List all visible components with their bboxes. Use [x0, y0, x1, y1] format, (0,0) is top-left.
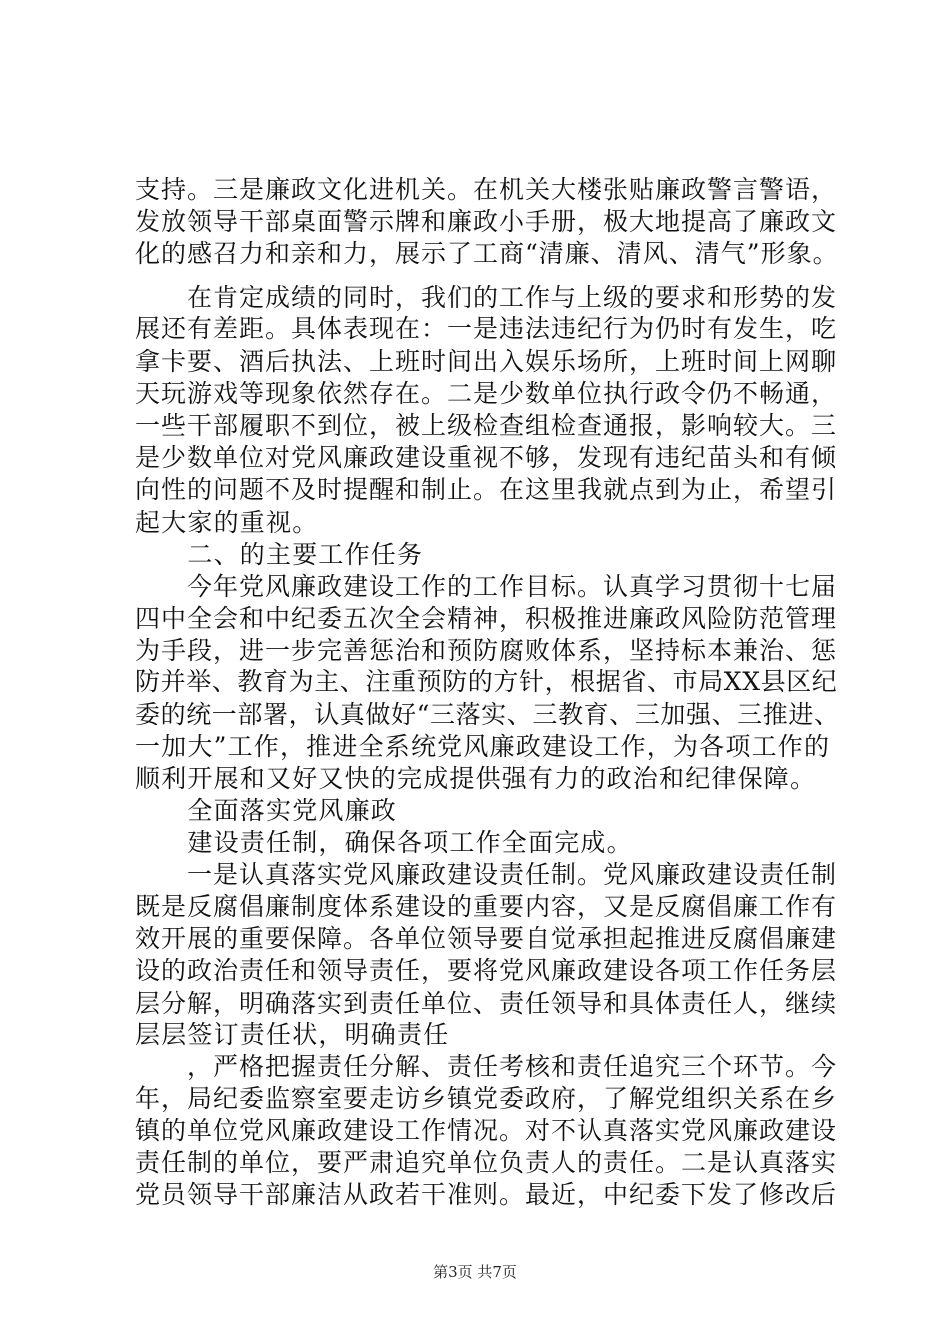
text-line: 一加大”工作，推进全系统党风廉政建设工作，为各项工作的	[135, 732, 831, 761]
text-line: 拿卡要、酒后执法、上班时间出入娱乐场所，上班时间上网聊	[135, 347, 838, 376]
page-footer: 第3页 共7页	[433, 1263, 517, 1281]
text-line: 今年党风廉政建设工作的工作目标。认真学习贯彻十七届	[135, 572, 838, 601]
text-line: 向性的问题不及时提醒和制止。在这里我就点到为止，希望引	[135, 475, 838, 504]
text-line: 党员领导干部廉洁从政若干准则。最近，中纪委下发了修改后	[135, 1180, 838, 1209]
text-line: 展还有差距。具体表现在：一是违法违纪行为仍时有发生，吃	[135, 314, 838, 343]
text-line: 一是认真落实党风廉政建设责任制。党风廉政建设责任制	[135, 860, 838, 889]
text-line: 层分解，明确落实到责任单位、责任领导和具体责任人，继续	[135, 989, 838, 1018]
text-line: 天玩游戏等现象依然存在。二是少数单位执行政令仍不畅通，	[135, 379, 838, 408]
text-line: 镇的单位党风廉政建设工作情况。对不认真落实党风廉政建设	[135, 1116, 838, 1145]
text-line: 一些干部履职不到位，被上级检查组检查通报，影响较大。三	[135, 411, 838, 440]
text-line: 四中全会和中纪委五次全会精神，积极推进廉政风险防范管理	[135, 604, 838, 633]
text-line: 顺利开展和又好又快的完成提供强有力的政治和纪律保障。	[135, 764, 817, 793]
text-line: 为手段，进一步完善惩治和预防腐败体系，坚持标本兼治、惩	[135, 636, 838, 665]
text-line: 委的统一部署，认真做好“三落实、三教育、三加强、三推进、	[135, 700, 840, 729]
text-line: 是少数单位对党风廉政建设重视不够，发现有违纪苗头和有倾	[135, 443, 838, 472]
text-line: 建设责任制，确保各项工作全面完成。	[135, 828, 633, 857]
text-line: 化的感召力和亲和力，展示了工商“清廉、清风、清气”形象。	[135, 239, 839, 268]
text-line: 层层签订责任状，明确责任	[135, 1020, 450, 1049]
text-line: 设的政治责任和领导责任，要将党风廉政建设各项工作任务层	[135, 956, 838, 985]
text-line: 支持。三是廉政文化进机关。在机关大楼张贴廉政警言警语，	[135, 175, 838, 204]
text-line: 效开展的重要保障。各单位领导要自觉承担起推进反腐倡廉建	[135, 924, 838, 953]
section-heading: 二、的主要工作任务	[135, 540, 424, 569]
text-line: 责任制的单位，要严肃追究单位负责人的责任。二是认真落实	[135, 1148, 838, 1177]
text-line: 年，局纪委监察室要走访乡镇党委政府，了解党组织关系在乡	[135, 1084, 838, 1113]
text-line: 在肯定成绩的同时，我们的工作与上级的要求和形势的发	[135, 283, 838, 312]
text-line: 起大家的重视。	[135, 508, 319, 537]
text-line: 既是反腐倡廉制度体系建设的重要内容，又是反腐倡廉工作有	[135, 892, 838, 921]
text-line: ，严格把握责任分解、责任考核和责任追究三个环节。今	[135, 1052, 838, 1081]
text-line: 发放领导干部桌面警示牌和廉政小手册，极大地提高了廉政文	[135, 207, 838, 236]
text-line: 防并举、教育为主、注重预防的方针，根据省、市局XX县区纪	[135, 667, 838, 696]
text-line: 全面落实党风廉政	[135, 796, 398, 825]
